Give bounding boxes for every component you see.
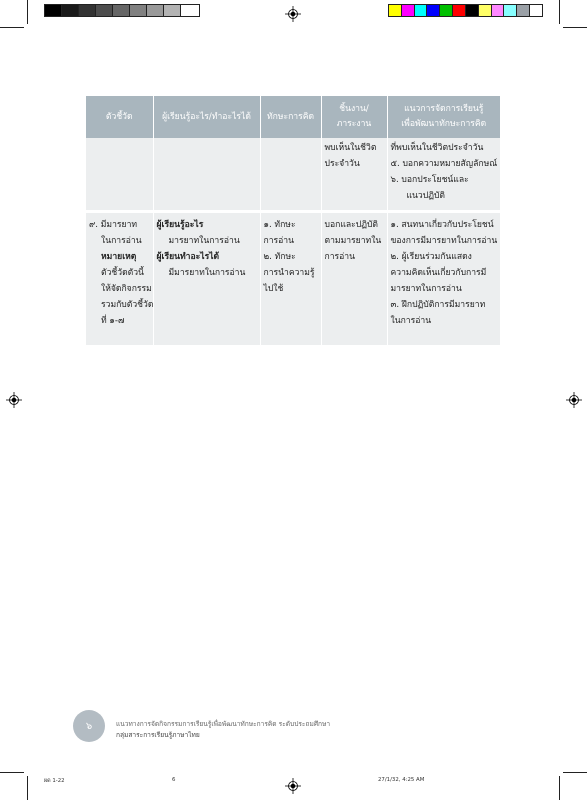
registration-mark-top (285, 6, 301, 22)
table-cell: ที่พบเห็นในชีวิตประจำวัน ๕. บอกความหมายสัญลักษณ์ ๖. บอกประโยชน์และ แนวปฏิบัติ (387, 138, 500, 210)
header-learning-outcome: ผู้เรียนรู้อะไร/ทำอะไรได้ (153, 96, 260, 138)
learning-plan-table (86, 96, 500, 345)
table-cell: ผู้เรียนรู้อะไร มารยาทในการอ่าน ผู้เรียนทำอะไรได้ มีมารยาทในการอ่าน (153, 213, 260, 345)
slug-file-name: ผด 1-22 (44, 778, 65, 784)
footer-book-title: แนวทางการจัดกิจกรรมการเรียนรู้เพื่อพัฒนาทักษะการคิด ระดับประถมศึกษา (116, 720, 331, 728)
table-cell (86, 138, 153, 210)
table-cell: ๑. ทักษะ การอ่าน ๒. ทักษะ การนำความรู้ ไปใช้ (260, 213, 321, 345)
table-cell: พบเห็นในชีวิต ประจำวัน (321, 138, 387, 210)
slug-timestamp: 27/1/32, 4:25 AM (378, 777, 425, 783)
table-cell: ๙. มีมารยาท ในการอ่าน หมายเหตุ ตัวชี้วัดตัวนี้ ให้จัดกิจกรรม รวมกับตัวชี้วัด ที่ ๑-๗ (86, 213, 153, 345)
page-number-badge (73, 710, 105, 742)
table-header-row (86, 96, 500, 138)
table-cell (153, 138, 260, 210)
color-calibration-bar (388, 4, 543, 17)
registration-mark-bottom (285, 778, 301, 794)
registration-mark-right (566, 392, 582, 408)
header-thinking-skill: ทักษะการคิด (260, 96, 321, 138)
page-number: ๖ (85, 720, 93, 732)
table-cell: บอกและปฏิบัติ ตามมารยาทใน การอ่าน (321, 213, 387, 345)
header-indicator: ตัวชี้วัด (86, 96, 153, 138)
header-task: ชิ้นงาน/ ภาระงาน (321, 96, 387, 138)
registration-mark-left (6, 392, 22, 408)
table-row (86, 213, 500, 345)
table-cell: ๑. สนทนาเกี่ยวกับประโยชน์ ของการมีมารยาทในการอ่าน ๒. ผู้เรียนร่วมกันแสดง ความคิดเห็นเกี่ยวกับการมี มารยาทในการอ่าน ๓. ฝึกปฏิบัติการมีมารยาท ในการอ่าน (387, 213, 500, 345)
slug-page-number: 6 (172, 777, 176, 783)
header-teaching-approach: แนวการจัดการเรียนรู้ เพื่อพัฒนาทักษะการคิด (387, 96, 500, 138)
table-row (86, 138, 500, 210)
grayscale-calibration-bar (44, 4, 200, 17)
footer-subject: กลุ่มสาระการเรียนรู้ภาษาไทย (116, 731, 200, 739)
table-cell (260, 138, 321, 210)
